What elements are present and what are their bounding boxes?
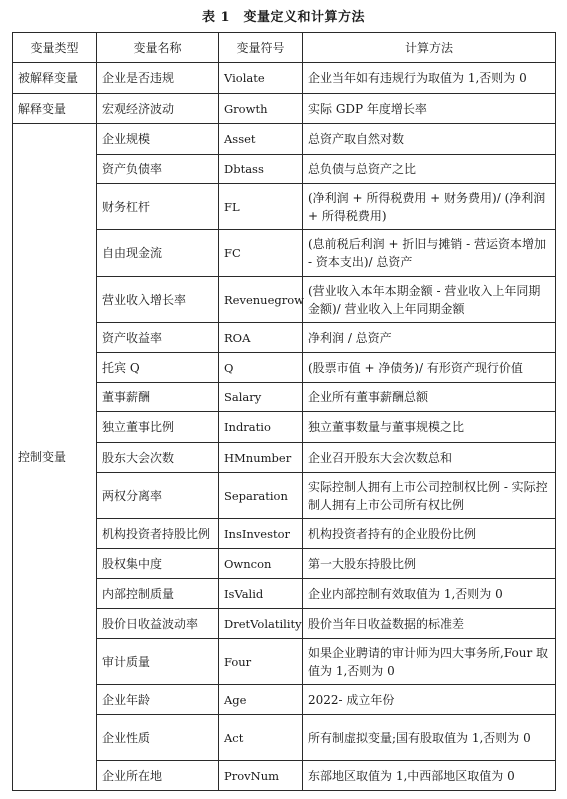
cell-variable-symbol: Growth	[219, 94, 303, 124]
cell-variable-symbol: Salary	[219, 383, 303, 412]
header-variable-symbol: 变量符号	[219, 33, 303, 63]
cell-variable-symbol: ProvNum	[219, 761, 303, 791]
table-row	[13, 63, 556, 94]
table-title: 表 1 变量定义和计算方法	[201, 10, 366, 25]
cell-variable-symbol: Violate	[219, 63, 303, 94]
cell-calculation-method: (息前税后利润 + 折旧与摊销 - 营运资本增加 - 资本支出)/ 总资产	[303, 230, 556, 277]
cell-variable-name: 资产收益率	[97, 323, 219, 353]
table-header-row	[13, 33, 556, 63]
cell-calculation-method: 企业召开股东大会次数总和	[303, 443, 556, 473]
cell-variable-symbol: FL	[219, 184, 303, 230]
cell-variable-symbol: DretVolatility	[219, 609, 303, 639]
header-calculation-method: 计算方法	[303, 33, 556, 63]
cell-variable-symbol: Indratio	[219, 412, 303, 443]
cell-calculation-method: (股票市值 + 净债务)/ 有形资产现行价值	[303, 353, 556, 383]
cell-variable-name: 独立董事比例	[97, 412, 219, 443]
cell-variable-name: 股东大会次数	[97, 443, 219, 473]
cell-calculation-method: 第一大股东持股比例	[303, 549, 556, 579]
cell-variable-name: 财务杠杆	[97, 184, 219, 230]
cell-calculation-method: 企业内部控制有效取值为 1,否则为 0	[303, 579, 556, 609]
cell-calculation-method: (净利润 + 所得税费用 + 财务费用)/ (净利润 + 所得税费用)	[303, 184, 556, 230]
cell-variable-name: 企业年龄	[97, 685, 219, 715]
cell-variable-name: 托宾 Q	[97, 353, 219, 383]
cell-variable-type: 被解释变量	[13, 63, 97, 94]
cell-calculation-method: (营业收入本年本期金额 - 营业收入上年同期金额)/ 营业收入上年同期金额	[303, 277, 556, 323]
cell-calculation-method: 总负债与总资产之比	[303, 155, 556, 184]
cell-variable-name: 企业规模	[97, 124, 219, 155]
cell-variable-name: 股权集中度	[97, 549, 219, 579]
cell-calculation-method: 企业所有董事薪酬总额	[303, 383, 556, 412]
header-variable-name: 变量名称	[97, 33, 219, 63]
cell-calculation-method: 总资产取自然对数	[303, 124, 556, 155]
variable-table	[12, 32, 556, 791]
cell-variable-name: 两权分离率	[97, 473, 219, 519]
cell-variable-name: 宏观经济波动	[97, 94, 219, 124]
cell-variable-symbol: Revenuegrow	[219, 277, 303, 323]
cell-variable-symbol: Q	[219, 353, 303, 383]
cell-calculation-method: 实际 GDP 年度增长率	[303, 94, 556, 124]
cell-calculation-method: 机构投资者持有的企业股份比例	[303, 519, 556, 549]
cell-calculation-method: 股价当年日收益数据的标准差	[303, 609, 556, 639]
cell-variable-symbol: Four	[219, 639, 303, 685]
cell-variable-symbol: Age	[219, 685, 303, 715]
cell-variable-type: 解释变量	[13, 94, 97, 124]
cell-variable-name: 机构投资者持股比例	[97, 519, 219, 549]
cell-calculation-method: 实际控制人拥有上市公司控制权比例 - 实际控制人拥有上市公司所有权比例	[303, 473, 556, 519]
cell-variable-symbol: FC	[219, 230, 303, 277]
cell-variable-name: 企业所在地	[97, 761, 219, 791]
cell-variable-symbol: Dbtass	[219, 155, 303, 184]
cell-calculation-method: 如果企业聘请的审计师为四大事务所,Four 取值为 1,否则为 0	[303, 639, 556, 685]
cell-calculation-method: 2022- 成立年份	[303, 685, 556, 715]
cell-variable-name: 企业是否违规	[97, 63, 219, 94]
cell-variable-symbol: HMnumber	[219, 443, 303, 473]
cell-variable-name: 审计质量	[97, 639, 219, 685]
cell-variable-symbol: IsValid	[219, 579, 303, 609]
cell-variable-name: 营业收入增长率	[97, 277, 219, 323]
cell-variable-symbol: InsInvestor	[219, 519, 303, 549]
cell-variable-symbol: Separation	[219, 473, 303, 519]
cell-variable-name: 股价日收益波动率	[97, 609, 219, 639]
cell-variable-symbol: Act	[219, 715, 303, 761]
cell-variable-symbol: Owncon	[219, 549, 303, 579]
cell-variable-name: 资产负债率	[97, 155, 219, 184]
cell-variable-name: 内部控制质量	[97, 579, 219, 609]
table-row	[13, 124, 556, 155]
cell-calculation-method: 所有制虚拟变量;国有股取值为 1,否则为 0	[303, 715, 556, 761]
header-variable-type: 变量类型	[13, 33, 97, 63]
cell-variable-symbol: ROA	[219, 323, 303, 353]
cell-variable-name: 自由现金流	[97, 230, 219, 277]
cell-calculation-method: 独立董事数量与董事规模之比	[303, 412, 556, 443]
cell-calculation-method: 东部地区取值为 1,中西部地区取值为 0	[303, 761, 556, 791]
cell-variable-name: 董事薪酬	[97, 383, 219, 412]
cell-variable-type: 控制变量	[13, 124, 97, 791]
cell-variable-name: 企业性质	[97, 715, 219, 761]
cell-calculation-method: 企业当年如有违规行为取值为 1,否则为 0	[303, 63, 556, 94]
cell-calculation-method: 净利润 / 总资产	[303, 323, 556, 353]
table-row	[13, 94, 556, 124]
cell-variable-symbol: Asset	[219, 124, 303, 155]
